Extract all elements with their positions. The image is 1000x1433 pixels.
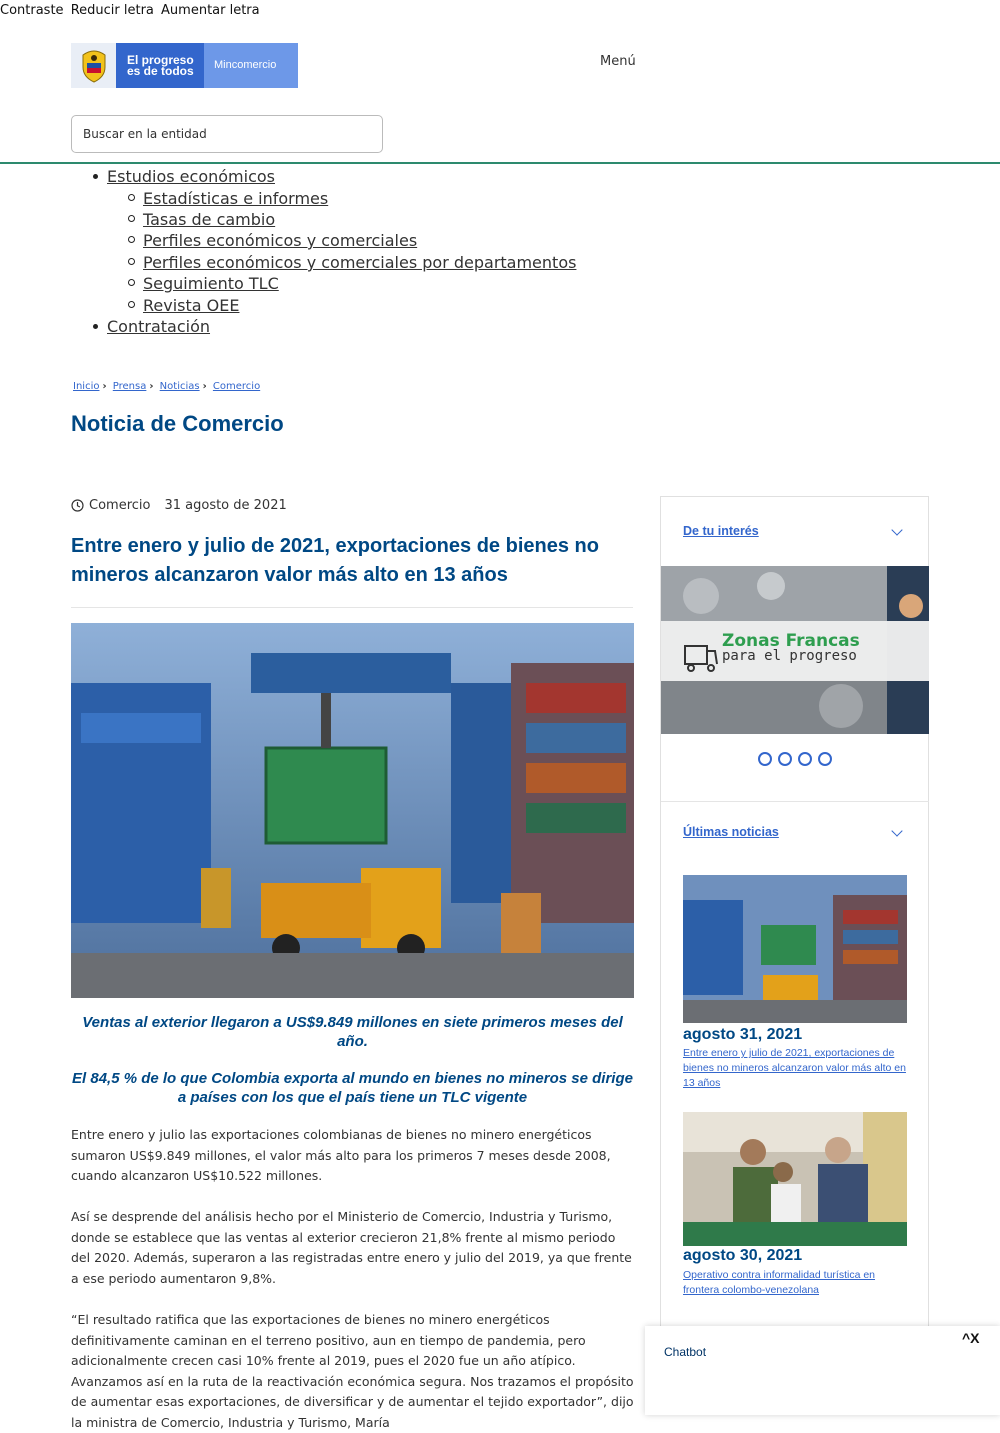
sidebar [660,496,929,1366]
nav-perfiles-economicos[interactable]: Perfiles económicos y comerciales [143,231,418,250]
nav-estudios-economicos[interactable]: Estudios económicos [107,167,275,186]
carousel-dot-3[interactable] [798,752,812,766]
breadcrumb-inicio[interactable]: Inicio [73,381,100,392]
carousel-dots [758,752,832,766]
contrast-button[interactable]: Contraste [0,3,64,18]
search-input[interactable] [71,115,383,153]
logo-line-1: El progreso [127,53,194,67]
government-brand [116,43,204,88]
article-category: Comercio [89,498,151,513]
sidebar-divider [661,801,929,802]
article-image [71,623,634,998]
article-subtitle-1: Ventas al exterior llegaron a US$9.849 millones en siete primeros meses del año. [82,1014,623,1050]
news-link-2[interactable]: Operativo contra informalidad turística en frontera colombo-venezolana [683,1269,876,1296]
site-logo[interactable] [71,43,298,88]
interest-section-toggle[interactable]: De tu interés [683,524,759,538]
coat-of-arms-icon [71,43,116,88]
chatbot-button[interactable]: Chatbot [664,1345,707,1359]
chevron-down-icon[interactable] [891,825,902,836]
headline-divider [71,607,633,608]
clock-icon [71,499,84,512]
article-paragraph-1: Entre enero y julio las exportaciones colombianas de bienes no minero energéticos sumaron US$9.849 millones, el valor más alto para los primeros 7 meses desde 2008, cuando alcanzaron US$10.522 millones. [71,1127,611,1183]
carousel-dot-1[interactable] [758,752,772,766]
chevron-down-icon[interactable] [891,524,902,535]
breadcrumb-prensa[interactable]: Prensa [112,381,147,392]
nav-contratacion[interactable]: Contratación [107,317,211,336]
latest-news-toggle[interactable]: Últimas noticias [683,825,779,839]
nav-revista-oee[interactable]: Revista OEE [143,296,240,315]
interest-carousel[interactable] [661,566,929,734]
nav-perfiles-departamentos[interactable]: Perfiles económicos y comerciales por departamentos [143,253,577,272]
reduce-text-button[interactable]: Reducir letra [70,3,154,18]
carousel-dot-2[interactable] [778,752,792,766]
chatbot-widget [645,1326,1000,1415]
news-thumbnail-1[interactable] [683,875,907,1023]
menu-button[interactable]: Menú [600,54,636,69]
news-date-1: agosto 31, 2021 [683,1026,803,1043]
increase-text-button[interactable]: Aumentar letra [161,3,260,18]
ministry-brand: Mincomercio [204,43,298,88]
article-subtitle-2: El 84,5 % de lo que Colombia exporta al mundo en bienes no mineros se dirige a países con los que el país tiene un TLC vigente [72,1070,633,1106]
article-paragraph-3: “El resultado ratifica que las exportaciones de bienes no minero energéticos definitivamente caminan en el terreno positivo, aun en tiempo de pandemia, pero adicionalmente crecen casi 10% frente al 2019, pues el 2020 fue un año atípico. Avanzamos así en la ruta de la reactivación económica segura. Nos trazamos el propósito de aumentar esas exportaciones, de diversificar y de aumentar el tejido exportador”, dijo la ministra de Comercio, Industria y Turismo, María [71,1312,634,1430]
news-date-2: agosto 30, 2021 [683,1247,803,1264]
nav-tasas-cambio[interactable]: Tasas de cambio [143,210,276,229]
logo-line-2: es de todos [127,64,194,78]
banner-line-1: Zonas Francas [722,631,860,651]
page-title: Noticia de Comercio [71,411,284,436]
news-thumbnail-2[interactable] [683,1112,907,1246]
breadcrumb: Inicio › Prensa › Noticias › Comercio [73,381,261,392]
article-paragraph-2: Así se desprende del análisis hecho por el Ministerio de Comercio, Industria y Turismo, donde se establece que las ventas al exterior crecieron 21,8% frente al mismo periodo del 2020. Además, superaron a las registradas entre enero y julio del 2019, ya que frente a ese periodo aumentaron 9,8%. [71,1209,632,1286]
nav-seguimiento-tlc[interactable]: Seguimiento TLC [143,274,279,293]
breadcrumb-comercio[interactable]: Comercio [212,381,261,392]
header-divider [0,162,1000,164]
carousel-dot-4[interactable] [818,752,832,766]
nav-estadisticas-informes[interactable]: Estadísticas e informes [143,189,329,208]
article-date: 31 agosto de 2021 [164,498,287,513]
article-meta [71,498,287,513]
article-headline: Entre enero y julio de 2021, exportaciones de bienes no mineros alcanzaron valor más alto en 13 años [71,535,599,586]
news-link-1[interactable]: Entre enero y julio de 2021, exportaciones de bienes no mineros alcanzaron valor más alto en 13 años [683,1047,906,1089]
chatbot-close-button[interactable]: ^X [962,1330,980,1346]
accessibility-bar [0,3,263,18]
breadcrumb-noticias[interactable]: Noticias [159,381,200,392]
banner-line-2: para el progreso [722,648,857,664]
